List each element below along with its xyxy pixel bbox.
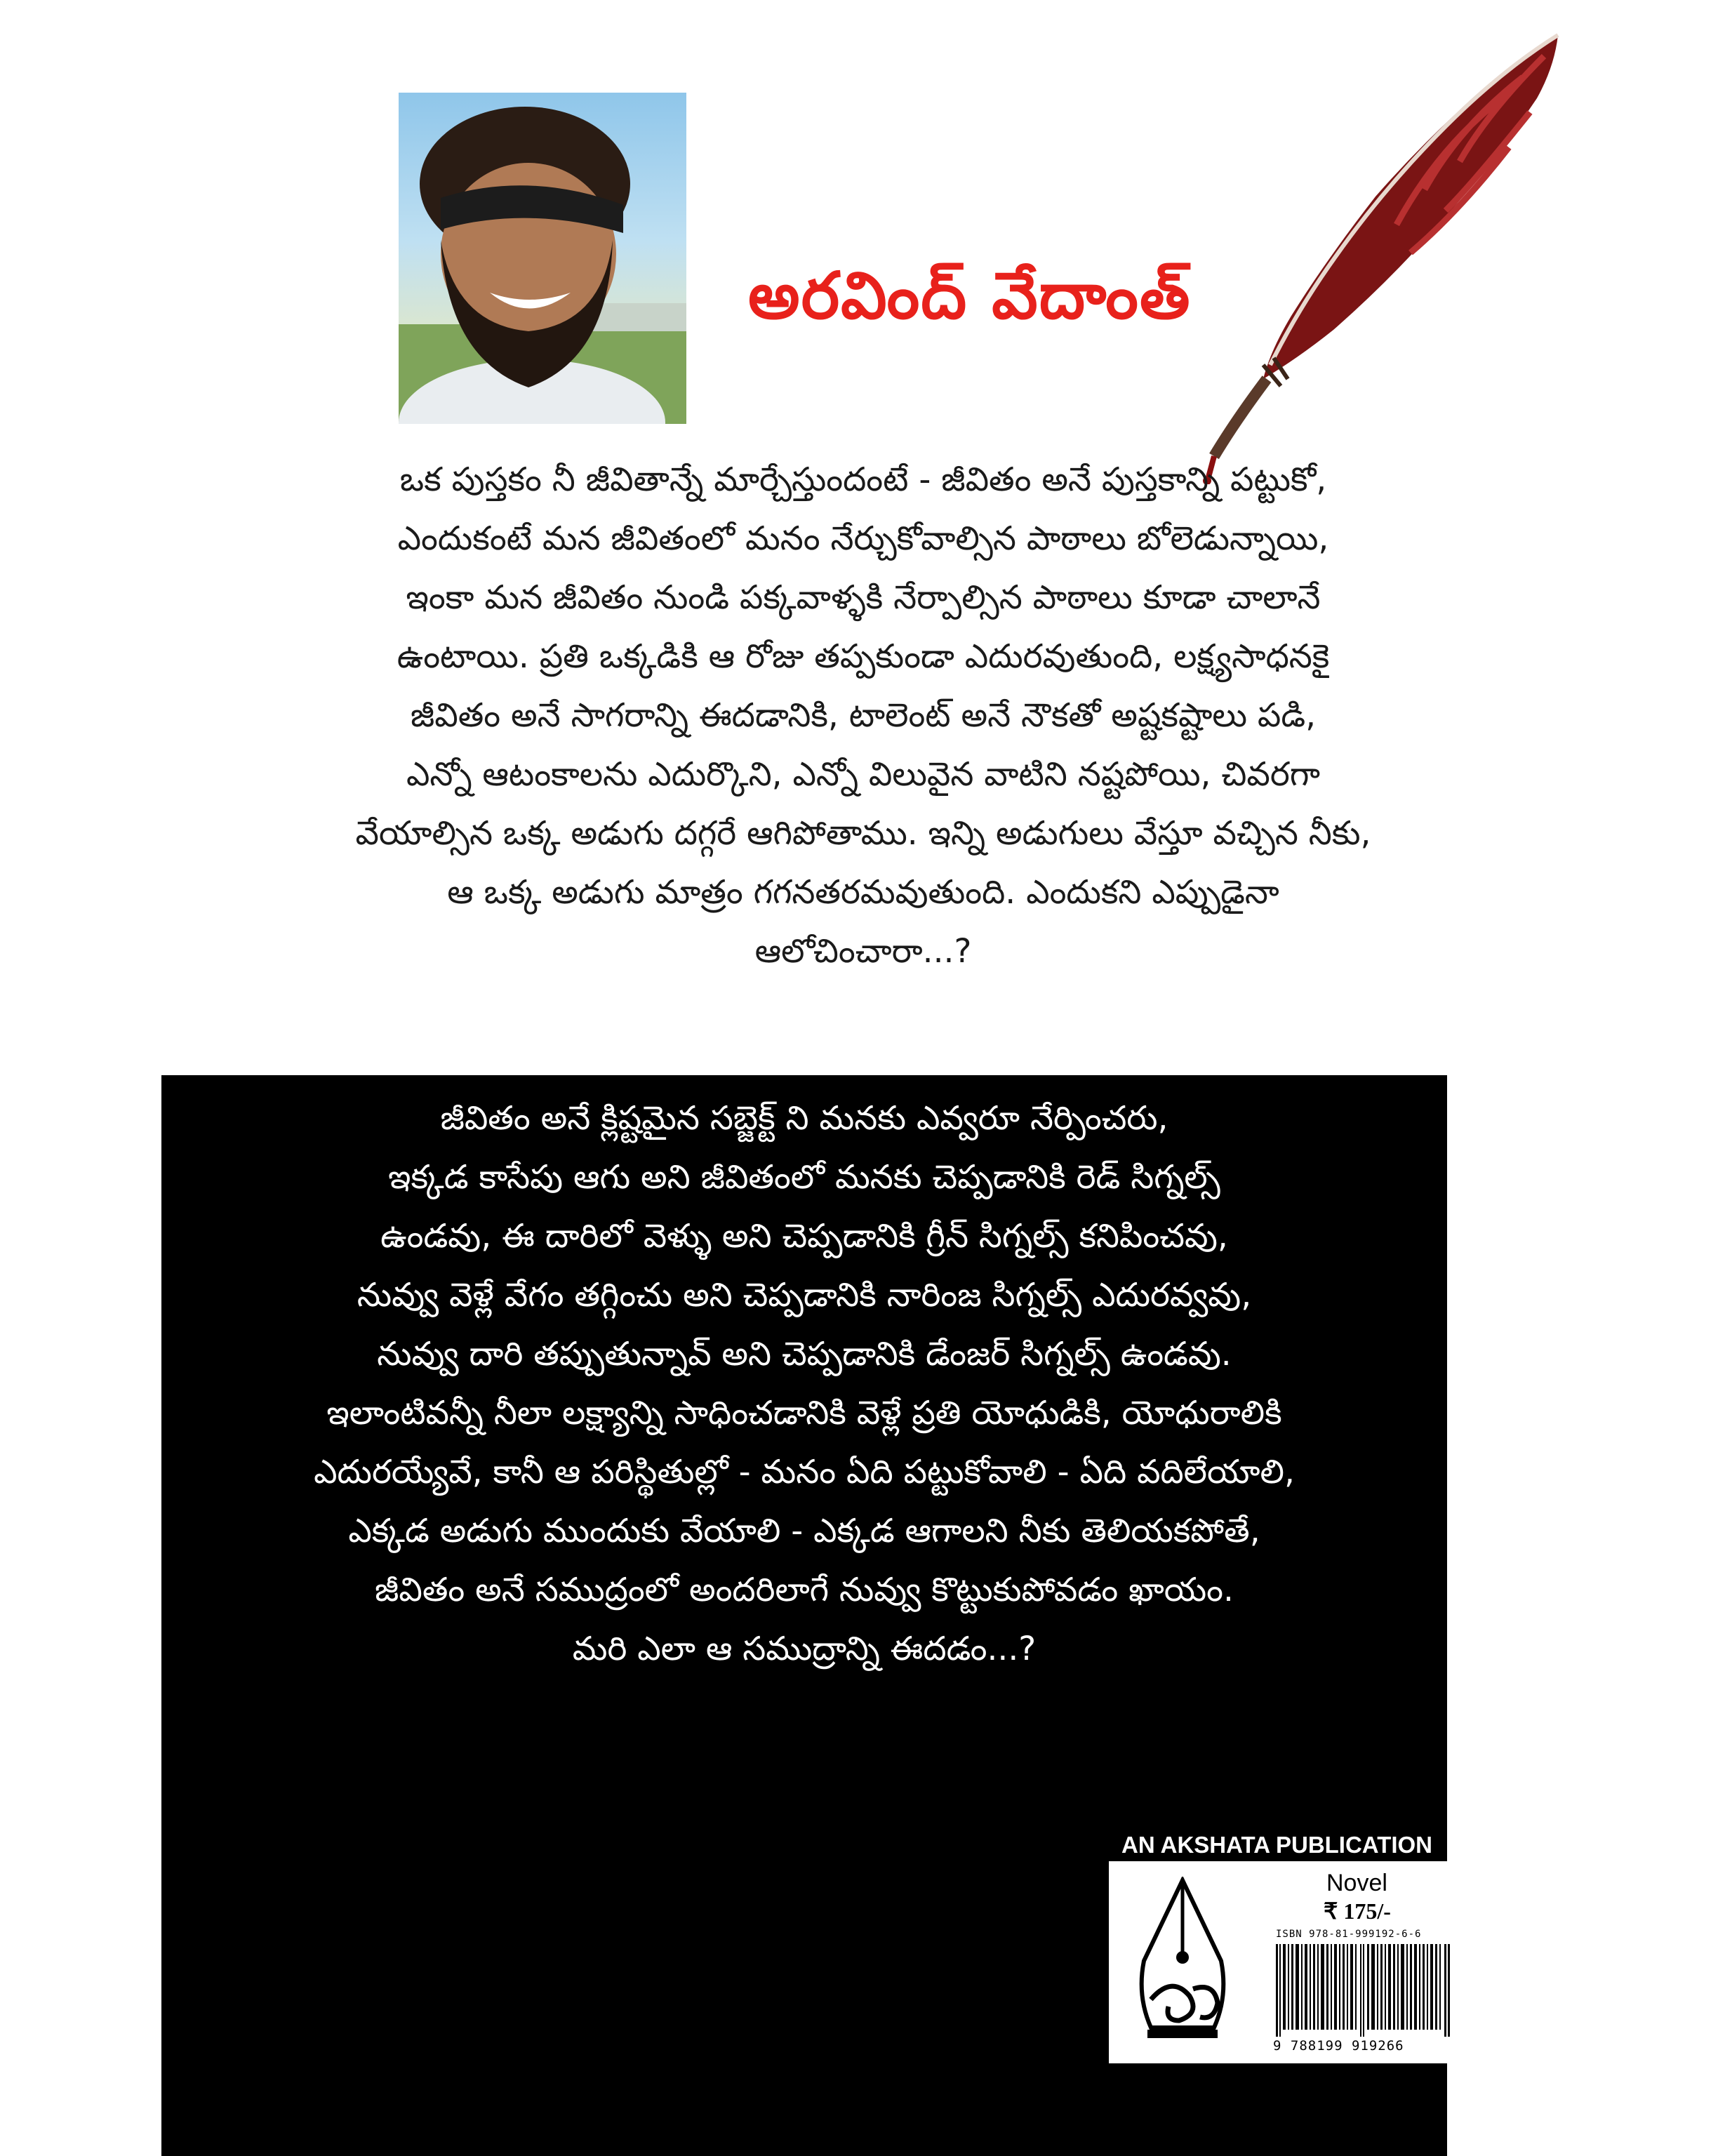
barcode-box — [1109, 1861, 1463, 2063]
quill-feather-icon — [1193, 28, 1572, 484]
blurb-line: వేయాల్సిన ఒక్క అడుగు దగ్గరే ఆగిపోతాము. ఇన్ని అడుగులు వేస్తూ వచ్చిన నీకు, — [355, 814, 1371, 853]
author-photo — [399, 93, 686, 424]
blurb-line: ఇక్కడ కాసేపు ఆగు అని జీవితంలో మనకు చెప్పడానికి రెడ్ సిగ్నల్స్ — [388, 1158, 1220, 1197]
blurb-line: ఉండవు, ఈ దారిలో వెళ్ళు అని చెప్పడానికి గ్రీన్ సిగ్నల్స్ కనిపించవు, — [380, 1217, 1228, 1256]
lower-blurb — [161, 1089, 1447, 1679]
blurb-line: ఎన్నో ఆటంకాలను ఎదుర్కొని, ఎన్నో విలువైన వాటిని నష్టపోయి, చివరగా — [406, 755, 1320, 794]
barcode-number: 9 788199 919266 — [1273, 2038, 1404, 2054]
blurb-line: ఒక పుస్తకం నీ జీవితాన్నే మార్చేస్తుందంటే - జీవితం అనే పుస్తకాన్ని పట్టుకో, — [399, 460, 1327, 499]
blurb-line: ఎదురయ్యేవే, కానీ ఆ పరిస్థితుల్లో - మనం ఏది పట్టుకోవాలి - ఏది వదిలేయాలి, — [314, 1453, 1295, 1491]
blurb-line: ఉంటాయి. ప్రతి ఒక్కడికి ఆ రోజు తప్పకుండా ఎదురవుతుంది, లక్ష్యసాధనకై — [397, 637, 1330, 676]
blurb-line: ఇంకా మన జీవితం నుండి పక్కవాళ్ళకి నేర్పాల్సిన పాఠాలు కూడా చాలానే — [406, 578, 1321, 617]
blurb-line: ఎక్కడ అడుగు ముందుకు వేయాలి - ఎక్కడ ఆగాలని నీకు తెలియకపోతే, — [348, 1512, 1260, 1550]
upper-blurb — [232, 451, 1495, 981]
price-label: ₹ 175/- — [1324, 1898, 1391, 1924]
isbn-label: ISBN 978-81-999192-6-6 — [1276, 1929, 1422, 1940]
blurb-line: ఆలోచించారా...? — [754, 932, 972, 971]
blurb-line: మరి ఎలా ఆ సముద్రాన్ని ఈదడం...? — [572, 1630, 1037, 1668]
blurb-line: జీవితం అనే క్లిష్టమైన సబ్జెక్ట్ ని మనకు ఎవ్వరూ నేర్పించరు, — [440, 1099, 1168, 1138]
barcode-icon — [1276, 1944, 1450, 2037]
author-name: అరవింద్ వేదాంత్ — [748, 258, 1192, 333]
publisher-logo-icon — [1123, 1877, 1242, 2052]
blurb-line: ఆ ఒక్క అడుగు మాత్రం గగనతరమవుతుంది. ఎందుకని ఎప్పుడైనా — [447, 873, 1279, 912]
blurb-line: నువ్వు వెళ్లే వేగం తగ్గించు అని చెప్పడానికి నారింజ సిగ్నల్స్ ఎదురవ్వవు, — [357, 1276, 1252, 1315]
blurb-line: నువ్వు దారి తప్పుతున్నావ్ అని చెప్పడానికి డేంజర్ సిగ్నల్స్ ఉండవు. — [377, 1335, 1232, 1373]
blurb-line: జీవితం అనే సముద్రంలో అందరిలాగే నువ్వు కొట్టుకుపోవడం ఖాయం. — [375, 1571, 1234, 1609]
genre-label: Novel — [1326, 1870, 1387, 1896]
blurb-line: ఇలాంటివన్నీ నీలా లక్ష్యాన్ని సాధించడానికి వెళ్లే ప్రతి యోధుడికి, యోధురాలికి — [326, 1394, 1282, 1432]
blurb-line: జీవితం అనే సాగరాన్ని ఈదడానికి, టాలెంట్ అనే నౌకతో అష్టకష్టాలు పడి, — [410, 696, 1317, 735]
blurb-line: ఎందుకంటే మన జీవితంలో మనం నేర్చుకోవాల్సిన పాఠాలు బోలెడున్నాయి, — [397, 519, 1329, 558]
publisher-label: AN AKSHATA PUBLICATION — [1121, 1832, 1433, 1858]
